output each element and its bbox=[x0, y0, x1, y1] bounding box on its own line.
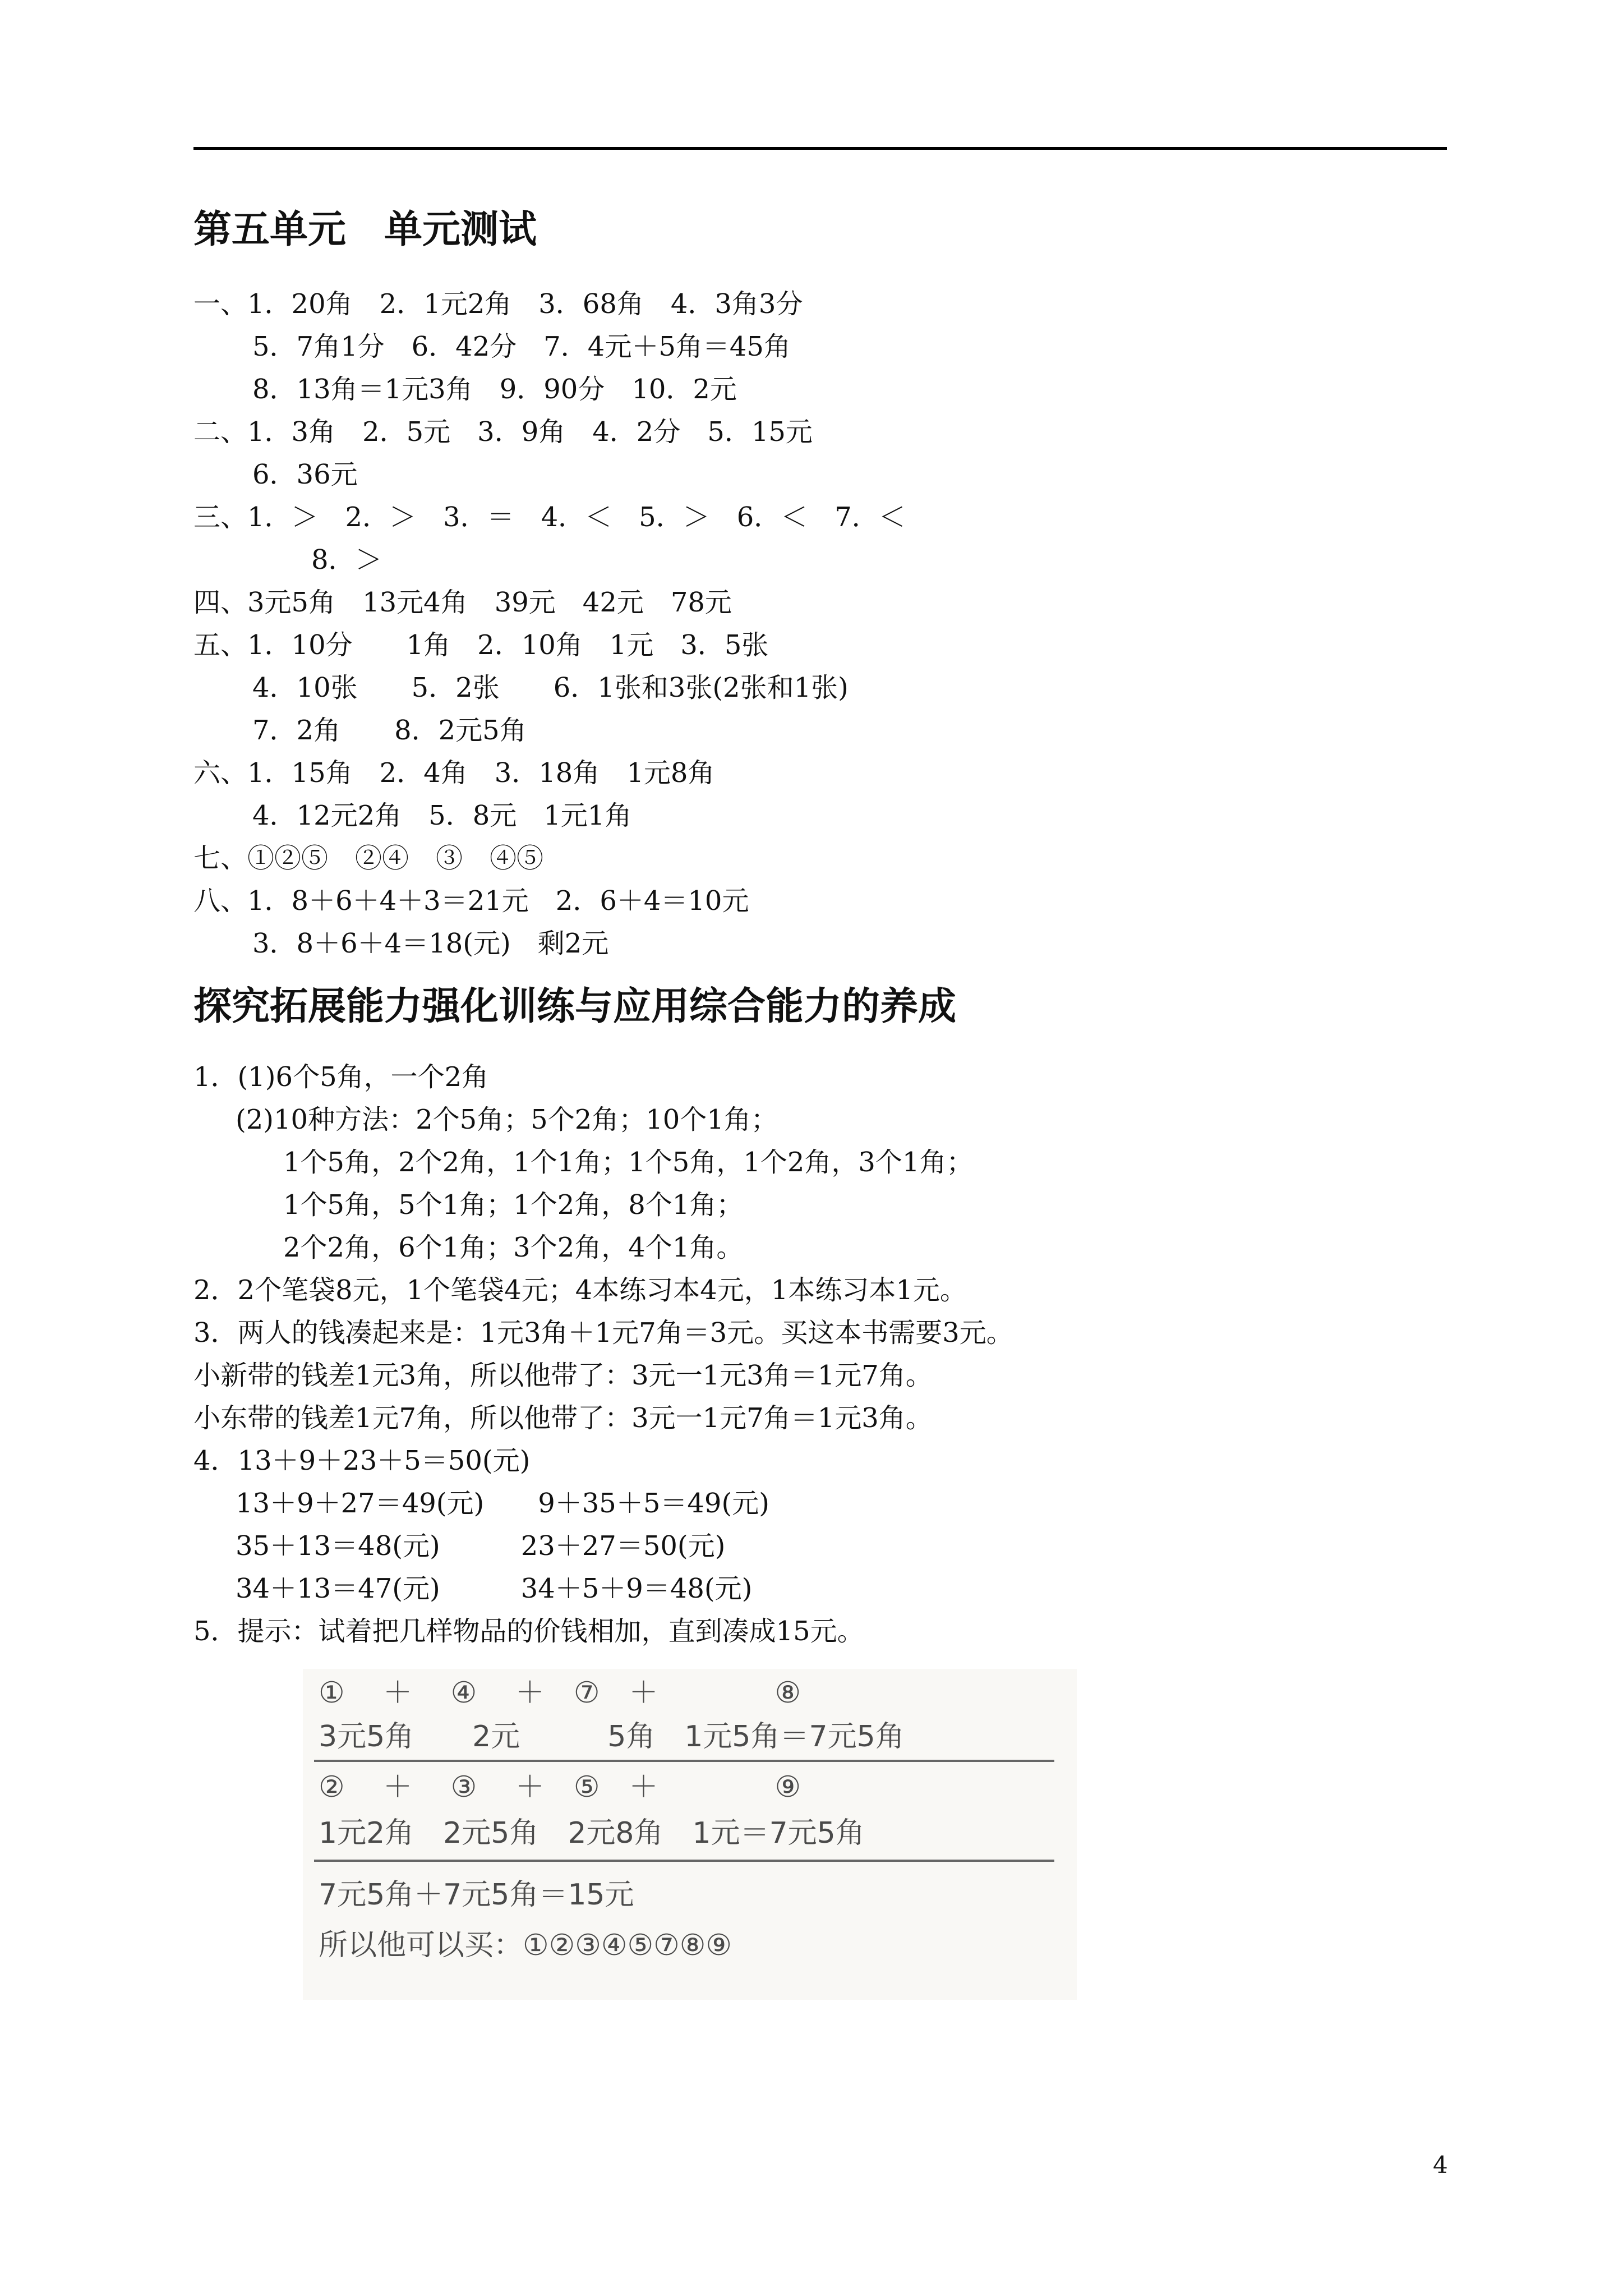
answer-line: 五、1．10分 1角 2．10角 1元 3．5张 bbox=[193, 629, 769, 661]
scan-line: 1元2角 2元5角 2元8角 1元＝7元5角 bbox=[319, 1816, 865, 1850]
answer-line: 小新带的钱差1元3角，所以他带了：3元一1元3角＝1元7角。 bbox=[193, 1360, 933, 1391]
answer-line: 1．(1)6个5角，一个2角 bbox=[193, 1061, 489, 1093]
scanned-solution-image bbox=[303, 1669, 1077, 2000]
answer-line: 7．2角 8．2元5角 bbox=[252, 715, 527, 746]
answer-line: 1个5角，2个2角，1个1角；1个5角，1个2角，3个1角； bbox=[283, 1147, 974, 1178]
scan-divider bbox=[314, 1860, 1054, 1862]
scan-divider bbox=[314, 1760, 1054, 1762]
answer-line: 1个5角，5个1角；1个2角，8个1角； bbox=[283, 1189, 744, 1221]
answer-line: 3．两人的钱凑起来是：1元3角＋1元7角＝3元。买这本书需要3元。 bbox=[193, 1317, 1013, 1349]
answer-line: 13＋9＋27＝49(元) 9＋35＋5＝49(元) bbox=[236, 1488, 769, 1519]
answer-line: 4．13＋9＋23＋5＝50(元) bbox=[193, 1445, 531, 1476]
unit-test-title: 第五单元 单元测试 bbox=[193, 208, 537, 252]
answer-line: 8．＞ bbox=[311, 544, 382, 576]
answer-line: 七、①②⑤ ②④ ③ ④⑤ bbox=[193, 843, 544, 874]
answer-line: 三、1．＞ 2．＞ 3．＝ 4．＜ 5．＞ 6．＜ 7．＜ bbox=[193, 501, 906, 533]
answer-line: 二、1．3角 2．5元 3．9角 4．2分 5．15元 bbox=[193, 416, 813, 448]
answer-line: 5．提示：试着把几样物品的价钱相加，直到凑成15元。 bbox=[193, 1616, 864, 1647]
scan-line: 所以他可以买：①②③④⑤⑦⑧⑨ bbox=[319, 1929, 732, 1962]
answer-line: 35＋13＝48(元) 23＋27＝50(元) bbox=[236, 1530, 726, 1562]
answer-line: 一、1．20角 2．1元2角 3．68角 4．3角3分 bbox=[193, 288, 803, 320]
answer-line: 34＋13＝47(元) 34＋5＋9＝48(元) bbox=[236, 1573, 753, 1604]
page-number: 4 bbox=[1433, 2151, 1448, 2179]
answer-line: 2．2个笔袋8元，1个笔袋4元；4本练习本4元，1本练习本1元。 bbox=[193, 1274, 967, 1306]
answer-line: 八、1．8＋6＋4＋3＝21元 2．6＋4＝10元 bbox=[193, 885, 749, 917]
answer-line: 4．12元2角 5．8元 1元1角 bbox=[252, 800, 632, 831]
scan-line: 3元5角 2元 5角 1元5角＝7元5角 bbox=[319, 1720, 905, 1754]
answer-line: 四、3元5角 13元4角 39元 42元 78元 bbox=[193, 587, 732, 618]
extension-title: 探究拓展能力强化训练与应用综合能力的养成 bbox=[193, 984, 957, 1029]
answer-line: 六、1．15角 2．4角 3．18角 1元8角 bbox=[193, 757, 715, 789]
scan-line: ① ＋ ④ ＋ ⑦ ＋ ⑧ bbox=[319, 1676, 801, 1710]
answer-line: (2)10种方法：2个5角；5个2角；10个1角； bbox=[236, 1104, 778, 1135]
answer-line: 4．10张 5．2张 6．1张和3张(2张和1张) bbox=[252, 672, 849, 703]
answer-line: 8．13角＝1元3角 9．90分 10．2元 bbox=[252, 374, 737, 405]
answer-line: 5．7角1分 6．42分 7．4元＋5角＝45角 bbox=[252, 331, 791, 362]
answer-line: 6．36元 bbox=[252, 459, 358, 490]
scan-line: 7元5角＋7元5角＝15元 bbox=[319, 1878, 634, 1912]
scan-line: ② ＋ ③ ＋ ⑤ ＋ ⑨ bbox=[319, 1770, 801, 1804]
header-rule bbox=[193, 147, 1447, 150]
answer-line: 2个2角，6个1角；3个2角，4个1角。 bbox=[283, 1232, 744, 1263]
answer-line: 小东带的钱差1元7角，所以他带了：3元一1元7角＝1元3角。 bbox=[193, 1402, 933, 1434]
answer-line: 3．8＋6＋4＝18(元) 剩2元 bbox=[252, 928, 609, 959]
